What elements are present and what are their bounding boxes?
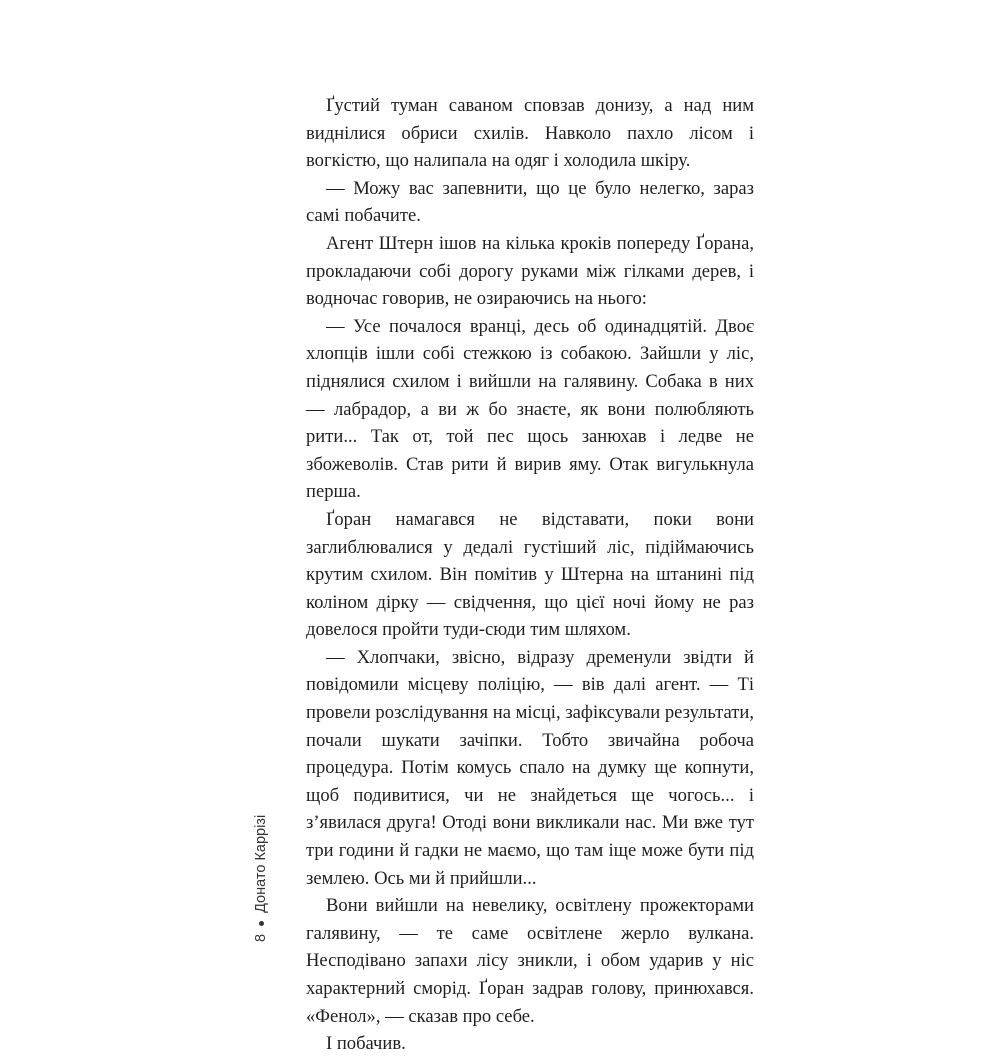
paragraph: Агент Штерн ішов на кілька кроків попереду Ґорана, прокладаючи собі дорогу руками між гілками дерев, і водночас говорив, не озираючись на нього: (306, 232, 754, 310)
bullet-icon (259, 921, 264, 926)
paragraph: І побачив. (326, 1033, 406, 1055)
paragraph: Ґустий туман саваном сповзав донизу, а над ним виднілися обриси схилів. Навколо пахло лісом і вогкістю, що налипала на одяг і холодила шкіру. (306, 95, 754, 172)
paragraph: Ґоран намагався не відставати, поки вони заглиблювалися у дедалі густіший ліс, підіймаючись крутим схилом. Він помітив у Штерна на штанині під коліном дірку — свідчення, що цієї ночі йому не раз довелося пройти туди-сюди тим шляхом. (306, 508, 754, 641)
paragraph: — Можу вас запевнити, що це було нелегко, зараз самі побачите. (306, 177, 754, 227)
paragraph: — Усе почалося вранці, десь об одинадцятій. Двоє хлопців ішли собі стежкою із собакою. Зайшли у ліс, піднялися схилом і вийшли на галявину. Собака в них — лабрадор, а ви ж бо знаєте, як вони полюбляють рити... Так от, той пес щось занюхав і ледве не збожеволів. Став рити й вирив яму. Отак вигулькнула перша. (306, 315, 754, 503)
running-footer (240, 762, 270, 942)
page-number: 8 (253, 933, 269, 942)
running-footer-text (246, 762, 276, 942)
author-name: Донато Каррізі (253, 814, 269, 913)
paragraph: Вони вийшли на невелику, освітлену прожекторами галявину, — те саме освітлене жерло вулкана. Несподівано запахи лісу зникли, і обом ударив у ніс характерний сморід. Ґоран задрав голову, принюхався. «Фенол», — сказав про себе. (306, 895, 754, 1027)
body-text (306, 92, 754, 1058)
paragraph: — Хлопчаки, звісно, відразу дременули звідти й повідомили місцеву поліцію, — вів далі агент. — Ті провели розслідування на місці, зафіксували результати, почали шукати зачіпки. Тобто звичайна робоча процедура. Потім комусь спало на думку ще копнути, щоб подивитися, чи не знайдеться ще чогось... і з’явилася друга! Отоді вони викликали нас. Ми вже тут три години й гадки не маємо, що там іще може бути під землею. Ось ми й прийшли... (306, 646, 754, 889)
